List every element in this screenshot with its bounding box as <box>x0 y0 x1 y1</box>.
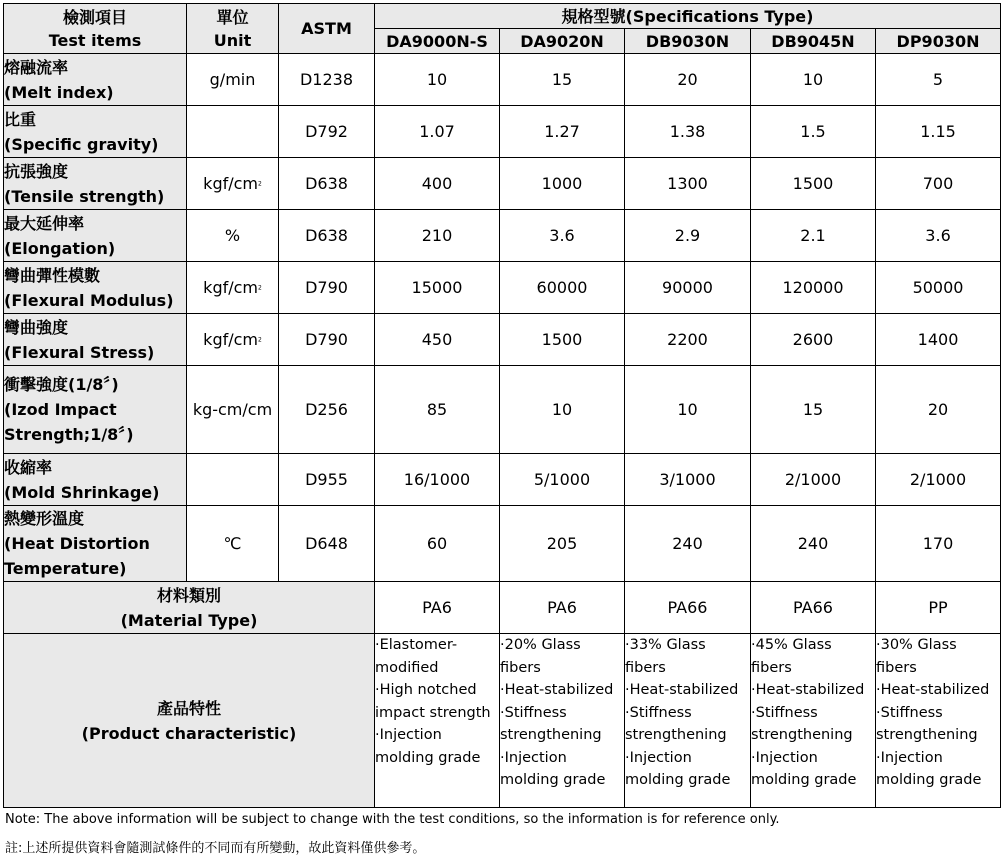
value-cell: 240 <box>625 506 751 582</box>
astm-cell: D792 <box>279 106 375 158</box>
value-cell: 10 <box>751 54 876 106</box>
test-item-en: (Mold Shrinkage) <box>4 482 160 502</box>
characteristic-value-cell: ·20% Glass fibers ·Heat-stabilized ·Stiffness strengthening ·Injection molding grade <box>500 634 625 808</box>
unit-cell <box>187 454 279 506</box>
unit-value: ℃ <box>223 534 242 553</box>
value-cell: 2.9 <box>625 210 751 262</box>
characteristic-value-cell: ·Elastomer- modified ·High notched impact strength ·Injection molding grade <box>375 634 500 808</box>
value-cell: 210 <box>375 210 500 262</box>
unit-cell <box>187 262 279 314</box>
value-cell: 450 <box>375 314 500 366</box>
test-item-zh: 收縮率 <box>4 457 53 477</box>
characteristic-label-cell <box>4 634 375 808</box>
unit-value: kgf/cm <box>203 330 258 349</box>
unit-superscript: 2 <box>258 284 262 292</box>
material-value-cell: PA66 <box>751 582 876 634</box>
value-cell: 1.15 <box>876 106 1001 158</box>
value-cell: 10 <box>500 366 625 454</box>
value-cell: 50000 <box>876 262 1001 314</box>
unit-value: kgf/cm <box>203 278 258 297</box>
astm-cell: D256 <box>279 366 375 454</box>
characteristic-label-en: (Product characteristic) <box>81 723 297 743</box>
astm-cell: D648 <box>279 506 375 582</box>
header-unit-en: Unit <box>213 30 252 50</box>
unit-superscript: 2 <box>258 180 262 188</box>
header-model: DA9000N-S <box>375 29 500 54</box>
header-test-items <box>4 4 187 54</box>
table-header <box>4 4 1001 54</box>
value-cell: 400 <box>375 158 500 210</box>
unit-cell <box>187 106 279 158</box>
characteristic-row <box>4 634 1001 808</box>
table-row <box>4 366 1001 454</box>
test-item-en: (Izod Impact <box>4 400 117 419</box>
value-cell: 5/1000 <box>500 454 625 506</box>
value-cell: 170 <box>876 506 1001 582</box>
header-model: DP9030N <box>876 29 1001 54</box>
value-cell: 20 <box>625 54 751 106</box>
test-item-zh: 衝擊強度(1/8〞) <box>4 375 119 394</box>
value-cell: 205 <box>500 506 625 582</box>
material-label-en: (Material Type) <box>120 610 258 630</box>
table-row <box>4 506 1001 582</box>
unit-cell <box>187 210 279 262</box>
value-cell: 1300 <box>625 158 751 210</box>
table-row <box>4 106 1001 158</box>
test-item-cell <box>4 454 187 506</box>
test-item-cell <box>4 158 187 210</box>
unit-cell <box>187 366 279 454</box>
value-cell: 60 <box>375 506 500 582</box>
table-row <box>4 54 1001 106</box>
value-cell: 1.38 <box>625 106 751 158</box>
astm-cell: D638 <box>279 210 375 262</box>
header-spec-type: 規格型號(Specifications Type) <box>375 4 1001 29</box>
table-row <box>4 210 1001 262</box>
characteristic-value-cell: ·45% Glass fibers ·Heat-stabilized ·Stiffness strengthening ·Injection molding grade <box>751 634 876 808</box>
unit-superscript: 2 <box>258 336 262 344</box>
material-value-cell: PP <box>876 582 1001 634</box>
value-cell: 2600 <box>751 314 876 366</box>
header-test-items-zh: 檢測項目 <box>62 7 127 27</box>
test-item-en: (Heat Distortion <box>4 534 150 553</box>
value-cell: 60000 <box>500 262 625 314</box>
header-model: DB9045N <box>751 29 876 54</box>
value-cell: 16/1000 <box>375 454 500 506</box>
value-cell: 2.1 <box>751 210 876 262</box>
test-item-zh: 彎曲彈性模數 <box>4 265 101 285</box>
test-item-zh: 最大延伸率 <box>4 213 85 233</box>
test-item-cell <box>4 106 187 158</box>
value-cell: 15 <box>751 366 876 454</box>
header-model: DB9030N <box>625 29 751 54</box>
value-cell: 2/1000 <box>876 454 1001 506</box>
unit-cell <box>187 506 279 582</box>
value-cell: 90000 <box>625 262 751 314</box>
value-cell: 15 <box>500 54 625 106</box>
value-cell: 3.6 <box>876 210 1001 262</box>
value-cell: 10 <box>625 366 751 454</box>
test-item-en: (Flexural Modulus) <box>4 290 174 310</box>
note-zh: 註:上述所提供資料會隨測試條件的不同而有所變動，故此資料僅供參考。 <box>5 841 426 856</box>
value-cell: 5 <box>876 54 1001 106</box>
characteristic-value-cell: ·33% Glass fibers ·Heat-stabilized ·Stiffness strengthening ·Injection molding grade <box>625 634 751 808</box>
header-astm: ASTM <box>279 4 375 54</box>
value-cell: 1.5 <box>751 106 876 158</box>
value-cell: 120000 <box>751 262 876 314</box>
test-item-cell <box>4 210 187 262</box>
test-item-en-cont: Strength;1/8〞) <box>4 425 134 444</box>
table-row <box>4 262 1001 314</box>
material-value-cell: PA66 <box>625 582 751 634</box>
value-cell: 3.6 <box>500 210 625 262</box>
value-cell: 2200 <box>625 314 751 366</box>
unit-cell <box>187 54 279 106</box>
material-value-cell: PA6 <box>375 582 500 634</box>
value-cell: 1000 <box>500 158 625 210</box>
material-label-zh: 材料類別 <box>156 585 221 605</box>
test-item-en: (Flexural Stress) <box>4 342 155 362</box>
value-cell: 20 <box>876 366 1001 454</box>
test-item-zh: 比重 <box>4 109 37 129</box>
unit-cell <box>187 158 279 210</box>
test-item-en: (Specific gravity) <box>4 134 159 154</box>
astm-cell: D638 <box>279 158 375 210</box>
unit-value: % <box>224 226 241 245</box>
unit-value: g/min <box>209 70 256 89</box>
value-cell: 2/1000 <box>751 454 876 506</box>
value-cell: 1400 <box>876 314 1001 366</box>
material-value-cell: PA6 <box>500 582 625 634</box>
test-item-cell <box>4 366 187 454</box>
astm-cell: D790 <box>279 262 375 314</box>
value-cell: 1.07 <box>375 106 500 158</box>
header-unit <box>187 4 279 54</box>
value-cell: 10 <box>375 54 500 106</box>
value-cell: 1.27 <box>500 106 625 158</box>
value-cell: 240 <box>751 506 876 582</box>
test-item-en: (Elongation) <box>4 238 116 258</box>
test-item-zh: 熱變形溫度 <box>4 509 85 528</box>
unit-value: kg-cm/cm <box>192 400 273 419</box>
value-cell: 3/1000 <box>625 454 751 506</box>
material-row <box>4 582 1001 634</box>
test-item-zh: 抗張強度 <box>4 161 69 181</box>
value-cell: 85 <box>375 366 500 454</box>
astm-cell: D1238 <box>279 54 375 106</box>
test-item-en: (Tensile strength) <box>4 186 165 206</box>
table-row <box>4 158 1001 210</box>
test-item-cell <box>4 54 187 106</box>
table-row <box>4 454 1001 506</box>
spec-table <box>3 3 1001 808</box>
test-item-zh: 彎曲強度 <box>4 317 69 337</box>
value-cell: 700 <box>876 158 1001 210</box>
test-item-cell <box>4 506 187 582</box>
astm-cell: D955 <box>279 454 375 506</box>
unit-cell <box>187 314 279 366</box>
header-unit-zh: 單位 <box>216 7 249 27</box>
note-en: Note: The above information will be subject to change with the test conditions, so the information is for reference only. <box>5 812 780 827</box>
table-row <box>4 314 1001 366</box>
unit-value: kgf/cm <box>203 174 258 193</box>
test-item-zh: 熔融流率 <box>4 57 69 77</box>
test-item-en: (Melt index) <box>4 82 114 102</box>
material-label-cell <box>4 582 375 634</box>
table-body <box>4 54 1001 808</box>
characteristic-label-zh: 產品特性 <box>156 698 221 718</box>
characteristic-value-cell: ·30% Glass fibers ·Heat-stabilized ·Stiffness strengthening ·Injection molding grade <box>876 634 1001 808</box>
astm-cell: D790 <box>279 314 375 366</box>
value-cell: 15000 <box>375 262 500 314</box>
test-item-cell <box>4 262 187 314</box>
header-test-items-en: Test items <box>48 30 142 50</box>
value-cell: 1500 <box>751 158 876 210</box>
test-item-en-cont: Temperature) <box>4 559 127 578</box>
test-item-cell <box>4 314 187 366</box>
header-model: DA9020N <box>500 29 625 54</box>
value-cell: 1500 <box>500 314 625 366</box>
